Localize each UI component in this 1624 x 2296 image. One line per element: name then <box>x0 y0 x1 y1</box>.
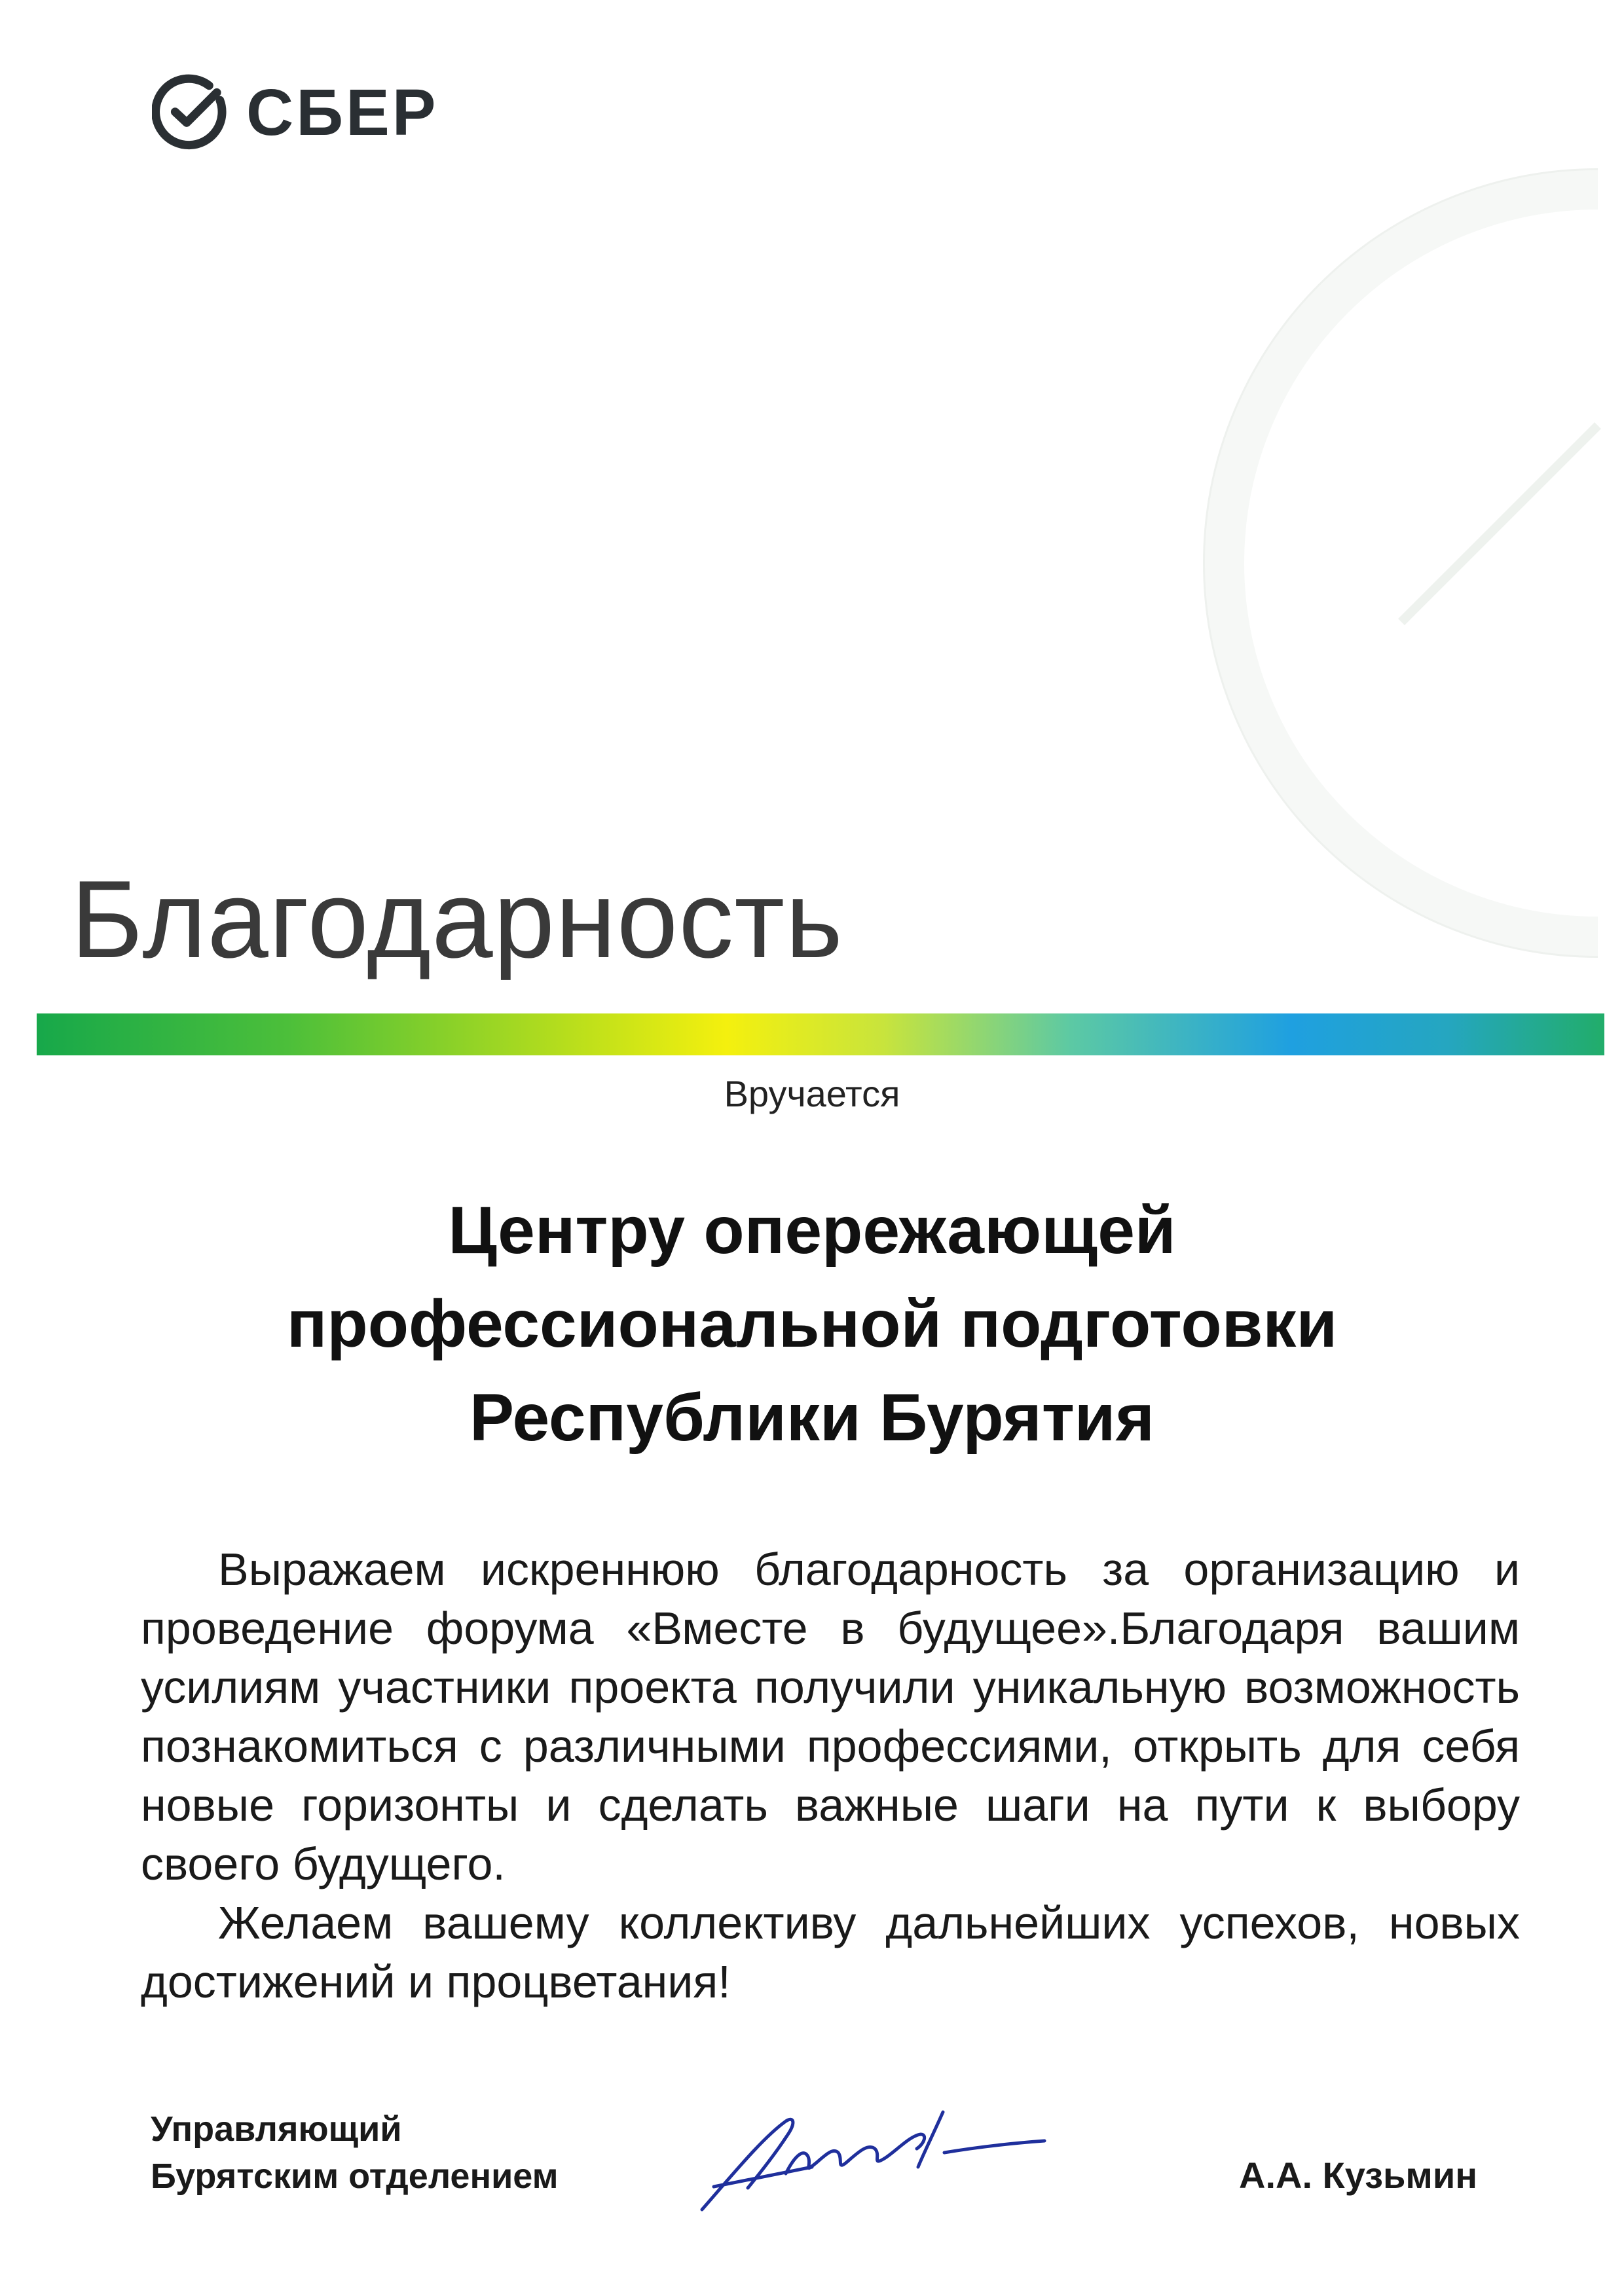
recipient-block <box>0 1184 1624 1464</box>
letter-body <box>141 1540 1520 2011</box>
position-line: Бурятским отделением <box>151 2157 559 2196</box>
signatory-position <box>151 2105 559 2200</box>
document-title: Благодарность <box>71 858 843 981</box>
position-line: Управляющий <box>151 2109 402 2149</box>
logo-wordmark: СБЕР <box>246 76 439 149</box>
body-paragraph: Выражаем искреннюю благодарность за организацию и проведение форума «Вместе в будущее».Благодаря вашим усилиям участники проекта получили уникальную возможность познакомиться с различными профессиями, открыть для себя новые горизонты и сделать важные шаги на пути к выбору своего будущего. <box>141 1544 1520 1889</box>
handwritten-signature <box>688 2075 1054 2226</box>
sber-logo <box>152 73 439 152</box>
signatory-name: А.А. Кузьмин <box>1239 2155 1478 2196</box>
recipient-line: Центру опережающей <box>448 1193 1176 1267</box>
sber-checkmark-icon <box>152 74 229 151</box>
gradient-divider <box>37 1013 1604 1055</box>
presented-label: Вручается <box>724 1073 900 1114</box>
body-paragraph: Желаем вашему коллективу дальнейших успехов, новых достижений и процветания! <box>141 1897 1520 2007</box>
recipient-line: профессиональной подготовки <box>286 1286 1338 1361</box>
recipient-line: Республики Бурятия <box>470 1379 1154 1455</box>
